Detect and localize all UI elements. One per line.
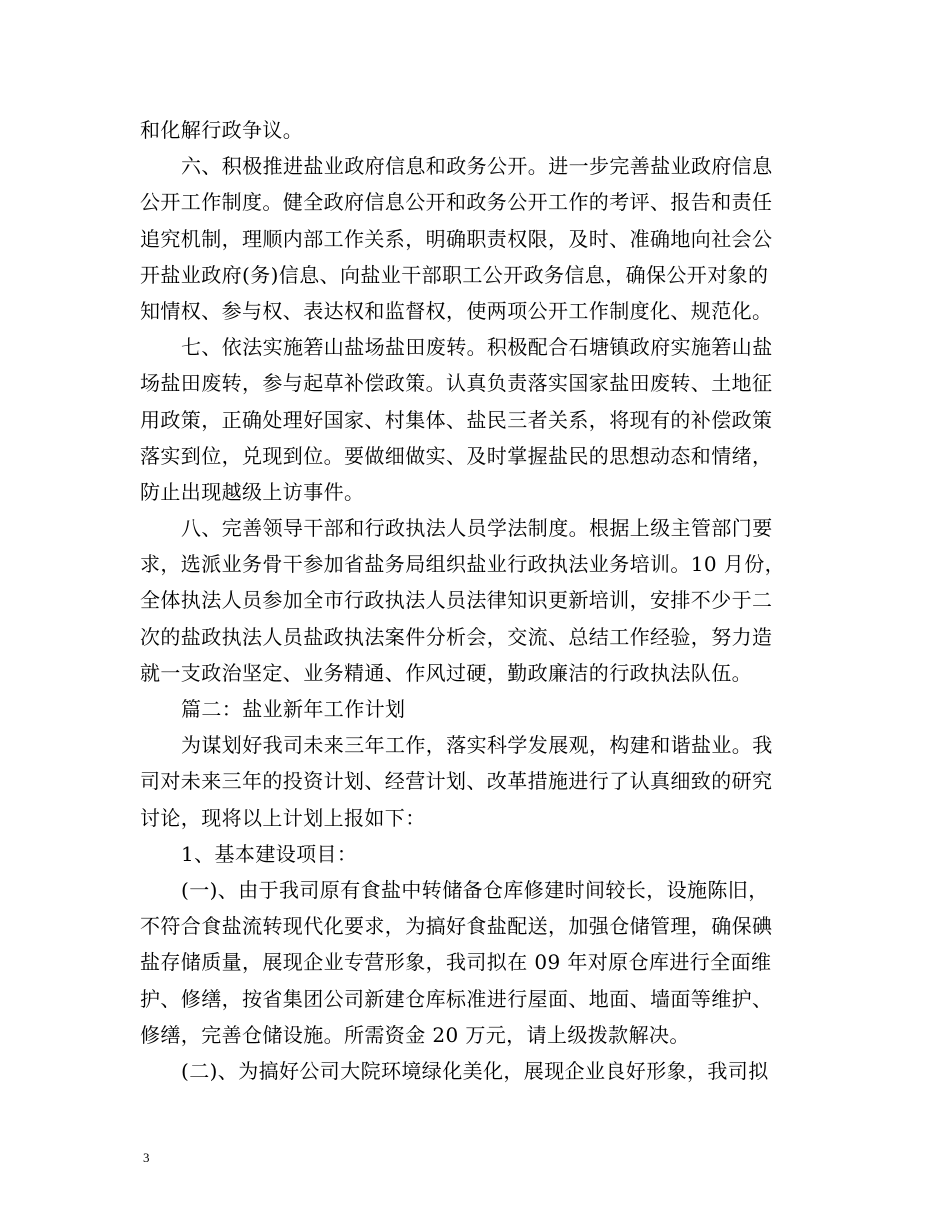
- section-heading: 篇二：盐业新年工作计划: [181, 697, 406, 721]
- text-line: 公开工作制度。健全政府信息公开和政务公开工作的考评、报告和责任: [140, 190, 773, 215]
- text-line: 司对未来三年的投资计划、经营计划、改革措施进行了认真细致的研究: [140, 769, 773, 794]
- page-number: 3: [143, 1150, 150, 1165]
- text-line: 护、修缮，按省集团公司新建仓库标准进行屋面、地面、墙面等维护、: [140, 986, 773, 1011]
- text-line: 修缮，完善仓储设施。所需资金 20 万元，请上级拨款解决。: [140, 1022, 690, 1047]
- text-line: 开盐业政府(务)信息、向盐业干部职工公开政务信息，确保公开对象的: [140, 262, 769, 287]
- text-line: 落实到位，兑现到位。要做细做实、及时掌握盐民的思想动态和情绪，: [140, 443, 773, 468]
- text-line: 为谋划好我司未来三年工作，落实科学发展观，构建和谐盐业。我: [181, 733, 773, 758]
- text-line: 和化解行政争议。: [140, 118, 304, 142]
- text-line: 盐存储质量，展现企业专营形象，我司拟在 09 年对原仓库进行全面维: [140, 950, 772, 975]
- text-line: 知情权、参与权、表达权和监督权，使两项公开工作制度化、规范化。: [140, 298, 773, 323]
- text-line: 场盐田废转，参与起草补偿政策。认真负责落实国家盐田废转、土地征: [140, 371, 773, 396]
- text-line: 八、完善领导干部和行政执法人员学法制度。根据上级主管部门要: [181, 516, 773, 541]
- text-line: 次的盐政执法人员盐政执法案件分析会，交流、总结工作经验，努力造: [140, 624, 773, 649]
- text-line: 追究机制，理顺内部工作关系，明确职责权限，及时、准确地向社会公: [140, 226, 773, 251]
- text-line: 不符合食盐流转现代化要求，为搞好食盐配送，加强仓储管理，确保碘: [140, 914, 773, 939]
- text-line: (二)、为搞好公司大院环境绿化美化，展现企业良好形象，我司拟: [181, 1058, 769, 1083]
- text-line: 七、依法实施箬山盐场盐田废转。积极配合石塘镇政府实施箬山盐: [181, 335, 773, 360]
- text-line: (一)、由于我司原有食盐中转储备仓库修建时间较长，设施陈旧，: [181, 877, 769, 902]
- list-heading: 1、基本建设项目：: [181, 841, 358, 866]
- text-line: 用政策，正确处理好国家、村集体、盐民三者关系，将现有的补偿政策: [140, 407, 773, 432]
- document-body: [140, 112, 815, 1089]
- text-line: 防止出现越级上访事件。: [140, 479, 365, 504]
- text-line: 六、积极推进盐业政府信息和政务公开。进一步完善盐业政府信息: [181, 154, 773, 179]
- text-line: 求，选派业务骨干参加省盐务局组织盐业行政执法业务培训。10 月份，: [140, 552, 786, 577]
- text-line: 讨论，现将以上计划上报如下：: [140, 805, 426, 830]
- text-line: 全体执法人员参加全市行政执法人员法律知识更新培训，安排不少于二: [140, 588, 773, 613]
- text-line: 就一支政治坚定、业务精通、作风过硬，勤政廉洁的行政执法队伍。: [140, 660, 752, 685]
